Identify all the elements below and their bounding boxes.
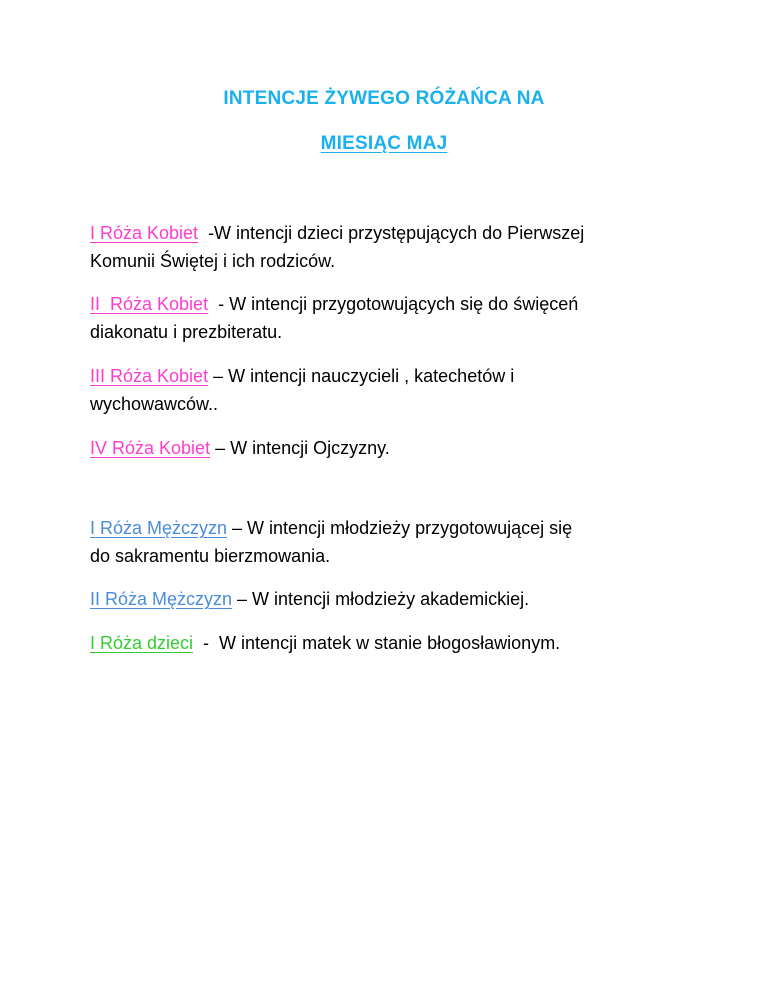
intention-text: - W intencji matek w stanie błogosławionym. xyxy=(193,633,561,653)
intention-text-continued: diakonatu i prezbiteratu. xyxy=(90,322,283,342)
rosary-group-label: II Róża Kobiet xyxy=(90,294,209,314)
intention-text: – W intencji młodzieży przygotowującej się xyxy=(227,518,573,538)
rosary-group-label: II Róża Mężczyzn xyxy=(90,589,233,609)
intention-text: -W intencji dzieci przystępujących do Pierwszej xyxy=(198,223,585,243)
intention-entry-women-4 xyxy=(90,434,700,462)
document-title: INTENCJE ŻYWEGO RÓŻAŃCA NA xyxy=(223,88,545,109)
intention-text: – W intencji nauczycieli , katechetów i xyxy=(208,366,515,386)
intention-entry-children-1 xyxy=(90,629,700,657)
intention-text: – W intencji Ojczyzny. xyxy=(210,438,390,458)
intention-entry-men-2 xyxy=(90,585,700,613)
document-subtitle: MIESIĄC MAJ xyxy=(320,133,448,154)
rosary-group-label: I Róża dzieci xyxy=(90,633,194,653)
intention-entry-women-3 xyxy=(90,362,700,418)
intention-text-continued: wychowawców.. xyxy=(90,394,219,414)
intention-entry-women-2 xyxy=(90,290,700,346)
intention-entry-women-1 xyxy=(90,219,700,275)
intention-text-continued: Komunii Świętej i ich rodziców. xyxy=(90,251,336,271)
intention-text: - W intencji przygotowujących się do święceń xyxy=(208,294,579,314)
rosary-group-label: IV Róża Kobiet xyxy=(90,438,211,458)
rosary-group-label: I Róża Mężczyzn xyxy=(90,518,228,538)
intention-text: – W intencji młodzieży akademickiej. xyxy=(232,589,530,609)
rosary-group-label: III Róża Kobiet xyxy=(90,366,209,386)
rosary-group-label: I Róża Kobiet xyxy=(90,223,199,243)
intention-entry-men-1 xyxy=(90,514,700,570)
intention-text-continued: do sakramentu bierzmowania. xyxy=(90,546,331,566)
